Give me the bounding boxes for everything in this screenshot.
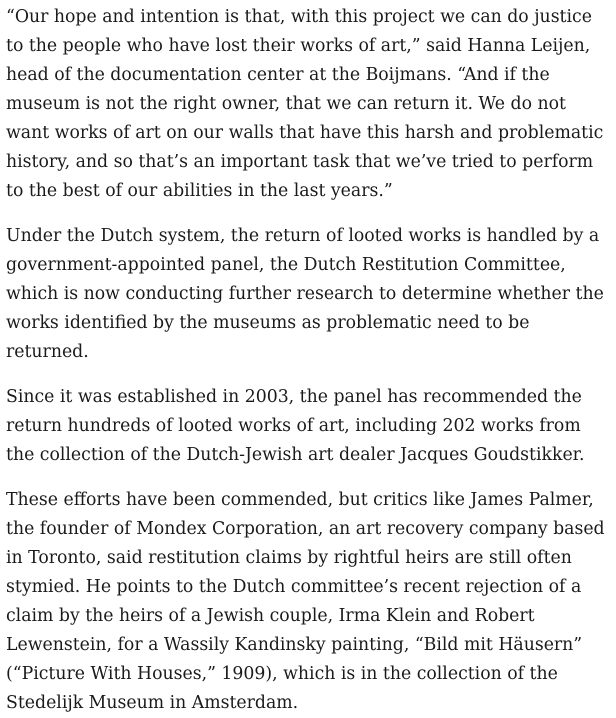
paragraph-restitution-committee: Under the Dutch system, the return of looted works is handled by a government-appointed panel, the Dutch Restitution Committee, which is now conducting further research to determine whether the works identified by the museums as problematic need to be returned. [6, 226, 604, 362]
paragraph-panel-history: Since it was established in 2003, the panel has recommended the return hundreds of looted works of art, including 202 works from the collection of the Dutch-Jewish art dealer Jacques Goudstikker. [6, 387, 585, 465]
paragraph-critics: These efforts have been commended, but critics like James Palmer, the founder of Mondex Corporation, an art recovery company based in Toronto, said restitution claims by rightful heirs are still often stymied. He points to the Dutch committee’s recent rejection of a claim by the heirs of a Jewish couple, Irma Klein and Robert Lewenstein, for a Wassily Kandinsky painting, “Bild mit Häusern” (“Picture With Houses,” 1909), which is in the collection of the Stedelijk Museum in Amsterdam. [6, 490, 605, 713]
paragraph-quote-leijen: “Our hope and intention is that, with this project we can do justice to the people who have lost their works of art,” said Hanna Leijen, head of the documentation center at the Boijmans. “And if the museum is not the right owner, that we can return it. We do not want works of art on our walls that have this harsh and problematic history, and so that’s an important task that we’ve tried to perform to the best of our abilities in the last years.” [6, 7, 604, 201]
